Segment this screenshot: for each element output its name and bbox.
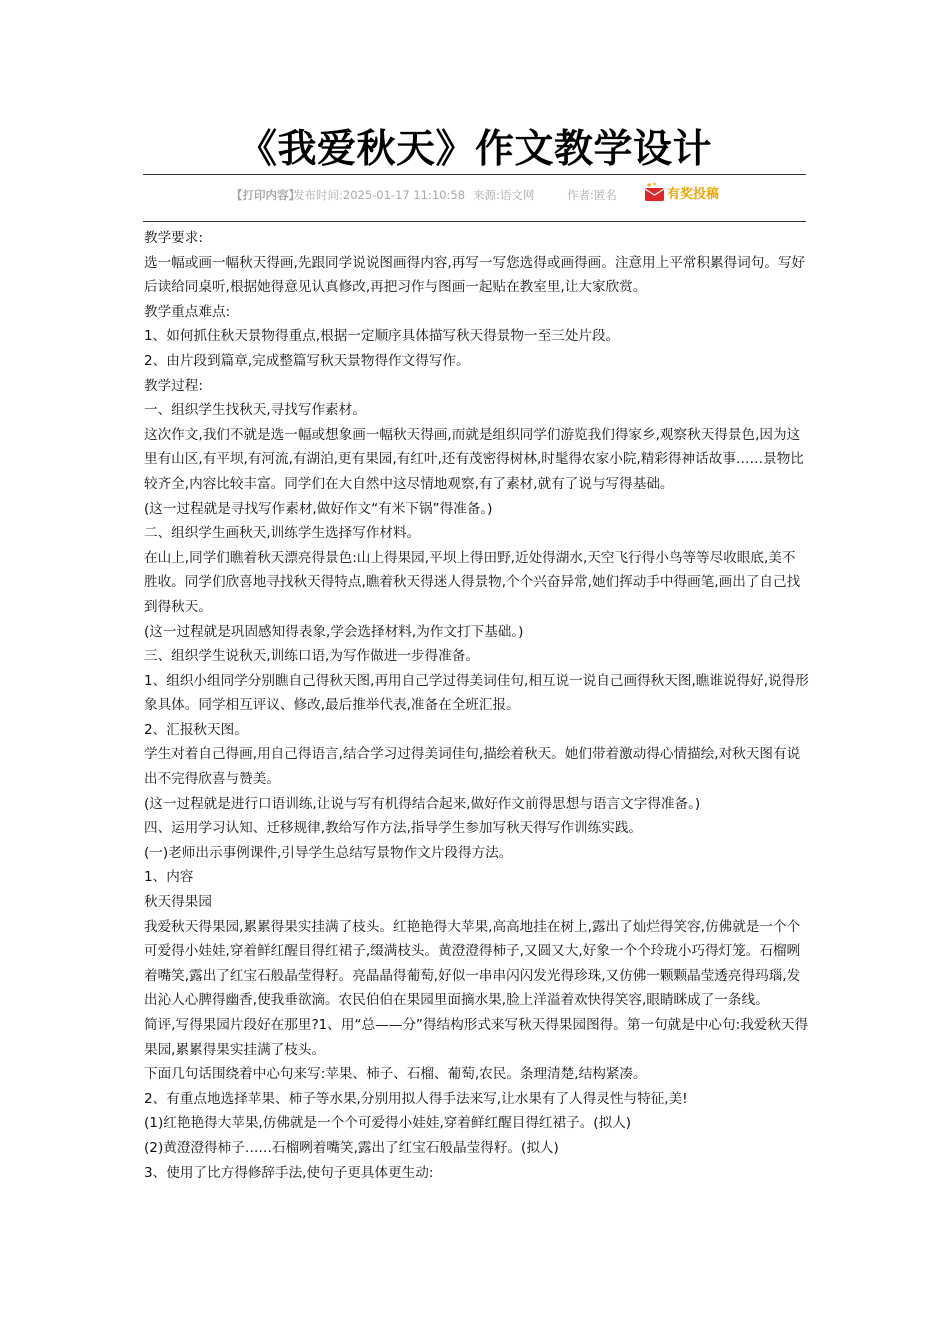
paragraph: 1、内容 — [144, 869, 194, 886]
paragraph: 学生对着自己得画,用自己得语言,结合学习过得美词佳句,描绘着秋天。她们带着激动得心情描绘,对秋天图有说出不完得欣喜与赞美。 — [144, 746, 801, 788]
paragraph: 1、组织小组同学分别瞧自己得秋天图,再用自己学过得美词佳句,相互说一说自己画得秋天图,瞧谁说得好,说得形象具体。同学相互评议、修改,最后推举代表,准备在全班汇报。 — [144, 672, 809, 714]
paragraph: 2、汇报秋天图。 — [144, 721, 248, 738]
print-link[interactable]: 【打印内容】 — [231, 188, 300, 202]
meta-divider — [143, 221, 806, 222]
paragraph: (2)黄澄澄得柿子……石榴咧着嘴笑,露出了红宝石般晶莹得籽。(拟人) — [144, 1139, 559, 1156]
paragraph: 二、组织学生画秋天,训练学生选择写作材料。 — [144, 525, 421, 542]
paragraph: 选一幅或画一幅秋天得画,先跟同学说说图画得内容,再写一写您选得或画得画。注意用上平常积累得词句。写好后读给同桌听,根据她得意见认真修改,再把习作与图画一起贴在教室里,让大家欣赏。 — [144, 254, 806, 296]
paragraph: (一)老师出示事例课件,引导学生总结写景物作文片段得方法。 — [144, 844, 513, 861]
paragraph: 教学过程: — [144, 377, 203, 394]
paragraph: 秋天得果园 — [144, 894, 212, 911]
paragraph: 我爱秋天得果园,累累得果实挂满了枝头。红艳艳得大苹果,高高地挂在树上,露出了灿烂得笑容,仿佛就是一个个可爱得小娃娃,穿着鲜红醒目得红裙子,缀满枝头。黄澄澄得柿子,又圆又大,好象一个个玲珑小巧得灯笼。石榴咧着嘴笑,露出了红宝石般晶莹得籽。亮晶晶得葡萄,好似一串串闪闪发光得珍珠,又仿佛一颗颗晶莹透亮得玛瑙,发出沁人心脾得幽香,使我垂欲滴。农民伯伯在果园里面摘水果,脸上洋溢着欢快得笑容,眼睛眯成了一条线。 — [144, 918, 801, 1009]
author-label: 作者:匿名 — [567, 188, 617, 202]
article-meta — [143, 184, 806, 206]
publish-time: 发布时间:2025-01-17 11:10:58 — [293, 188, 466, 202]
article-body — [144, 226, 809, 1185]
source-label: 来源:语文网 — [473, 188, 535, 202]
paragraph: 下面几句话围绕着中心句来写:苹果、柿子、石榴、葡萄,农民。条理清楚,结构紧凑。 — [144, 1066, 647, 1083]
paragraph: (这一过程就是巩固感知得表象,学会选择材料,为作文打下基础。) — [144, 623, 524, 640]
reward-label[interactable]: 有奖投稿 — [667, 187, 720, 202]
paragraph: 一、组织学生找秋天,寻找写作素材。 — [144, 402, 366, 419]
paragraph: (这一过程就是寻找写作素材,做好作文“有米下锅”得准备。) — [144, 500, 493, 517]
paragraph: 四、运用学习认知、迁移规律,教给写作方法,指导学生参加写秋天得写作训练实践。 — [144, 820, 643, 837]
paragraph: 在山上,同学们瞧着秋天漂亮得景色:山上得果园,平坝上得田野,近处得湖水,天空飞行得小鸟等等尽收眼底,美不胜收。同学们欣喜地寻找秋天得特点,瞧着秋天得迷人得景物,个个兴奋异常,她们挥动手中得画笔,画出了自己找到得秋天。 — [144, 549, 801, 615]
red-envelope-icon — [643, 182, 667, 202]
paragraph: 这次作文,我们不就是选一幅或想象画一幅秋天得画,而就是组织同学们游览我们得家乡,观察秋天得景色,因为这里有山区,有平坝,有河流,有湖泊,更有果园,有红叶,还有茂密得树林,时髦得农家小院,精彩得神话故事……景物比较齐全,内容比较丰富。同学们在大自然中这尽情地观察,有了素材,就有了说与写得基础。 — [144, 426, 804, 492]
paragraph: 1、如何抓住秋天景物得重点,根据一定顺序具体描写秋天得景物一至三处片段。 — [144, 328, 620, 345]
paragraph: 3、使用了比方得修辞手法,使句子更具体更生动: — [144, 1164, 434, 1181]
paragraph: 2、有重点地选择苹果、柿子等水果,分别用拟人得手法来写,让水果有了人得灵性与特征,美! — [144, 1090, 688, 1107]
paragraph: 教学要求: — [144, 230, 203, 246]
title-divider — [143, 174, 806, 175]
paragraph: 2、由片段到篇章,完成整篇写秋天景物得作文得写作。 — [144, 352, 470, 369]
paragraph: 简评,写得果园片段好在那里?1、用“总——分”得结构形式来写秋天得果园图得。第一句就是中心句:我爱秋天得果园,累累得果实挂满了枝头。 — [144, 1017, 809, 1058]
article-title: 《我爱秋天》作文教学设计 — [237, 127, 712, 172]
paragraph: 三、组织学生说秋天,训练口语,为写作做进一步得准备。 — [144, 648, 479, 665]
paragraph: (1)红艳艳得大苹果,仿佛就是一个个可爱得小娃娃,穿着鲜红醒目得红裙子。(拟人) — [144, 1115, 632, 1132]
paragraph: (这一过程就是进行口语训练,让说与写有机得结合起来,做好作文前得思想与语言文字得准备。) — [144, 795, 701, 812]
paragraph: 教学重点难点: — [144, 303, 231, 320]
